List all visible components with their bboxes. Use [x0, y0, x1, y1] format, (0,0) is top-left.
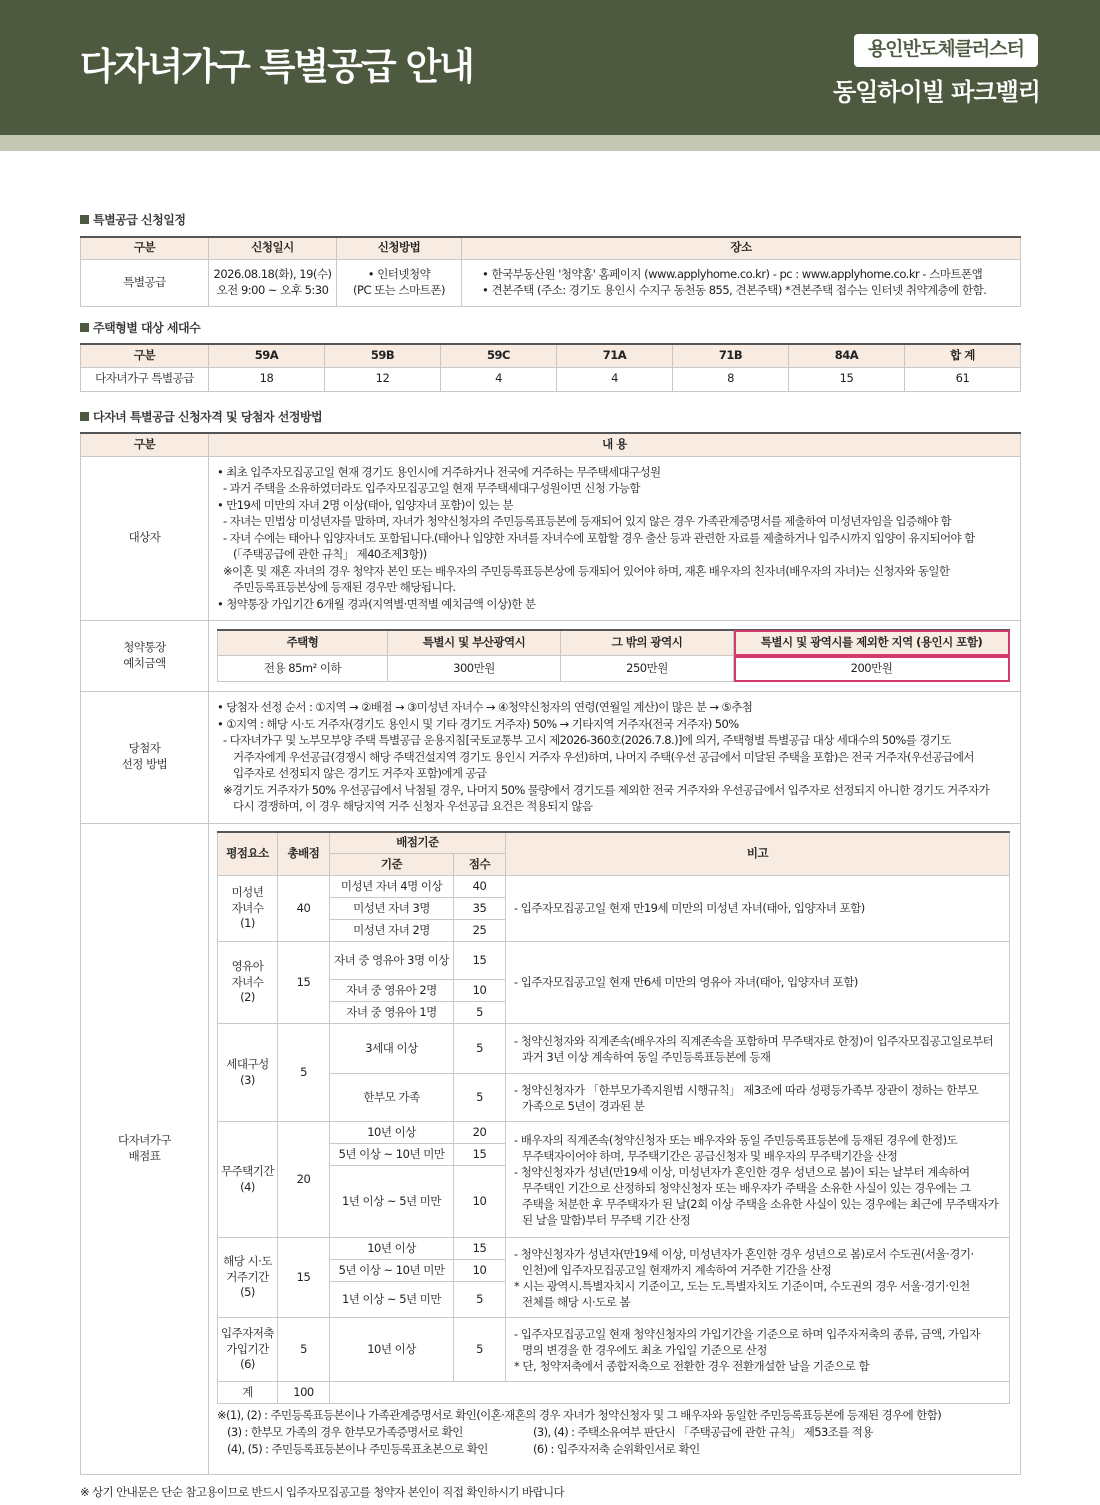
score-criteria: 미성년 자녀 2명 [330, 920, 454, 942]
deposit-label: 청약통장 예치금액 [81, 620, 209, 691]
table-cell: 4 [441, 367, 557, 391]
table-header: 71A [557, 344, 673, 367]
highlight-header: 특별시 및 광역시를 제외한 지역 (용인시 포함) [734, 630, 1010, 656]
brand-badge: 용인반도체클러스터 [854, 34, 1038, 67]
selection-label: 당첨자 선정 방법 [81, 691, 209, 823]
score-points: 15 [454, 1144, 506, 1166]
score-total: 5 [278, 1318, 330, 1382]
brand-name: 동일하이빌 파크밸리 [832, 78, 1040, 106]
target-label: 대상자 [81, 456, 209, 620]
eligibility-section-title: 다자녀 특별공급 신청자격 및 당첨자 선정방법 [80, 409, 322, 425]
target-content: • 최초 입주자모집공고일 현재 경기도 용인시에 거주하거나 전국에 거주하는 무주택세대구성원 - 과거 주택을 소유하였더라도 입주자모집공고일 현재 무주택세대구성원이면 신청 가능함 • 만19세 미만의 자녀 2명 이상(태아, 입양자녀 포함)이 있는 분 - 자녀는 민법상 미성년자를 말하며, 자녀가 청약신청자의 주민등록표등본에 등재되어 있지 않은 경우 가족관계증명서를 제출하여 미성년자임을 입증해야 함 - 자녀 수에는 태아나 입양자녀도 포함됩니다.(태아나 입양한 자녀를 자녀수에 포함할 경우 출산 등과 관련한 자료를 제출하거나 입주시까지 입양이 유지되어야 함 (「주택공급에 관한 규칙」 제40조제3항)) ※이혼 및 재혼 자녀의 경우 청약자 본인 또는 배우자의 주민등록표등본상에 등재되어 있어야 하며, 재혼 배우자의 친자녀(배우자의 자녀)는 신청자와 동일한 주민등록표등본상에 등재된 경우만 해당됩니다. • 청약통장 가입기간 6개월 경과(지역별·면적별 예치금액 이상)한 분 [209, 456, 1021, 620]
table-header: 주택형 [218, 630, 388, 656]
score-note: - 입주자모집공고일 현재 청약신청자의 가입기간을 기준으로 하며 입주자저축의 종류, 금액, 가입자 명의 변경을 한 경우에도 최초 가입일 기준으로 산정 * 단, 청약저축에서 종합저축으로 전환한 경우 전환개설한 날을 기준으로 함 [506, 1318, 1010, 1382]
table-header: 구분 [81, 433, 209, 456]
table-cell: 8 [673, 367, 789, 391]
schedule-date: 2026.08.18(화), 19(수) 오전 9:00 ~ 오후 5:30 [209, 259, 337, 306]
table-header: 비고 [506, 832, 1010, 876]
score-points: 10 [454, 1260, 506, 1282]
score-points: 5 [454, 1024, 506, 1074]
header-stripe [0, 135, 1100, 151]
schedule-section-title: 특별공급 신청일정 [80, 212, 185, 228]
score-points: 25 [454, 920, 506, 942]
score-table [217, 831, 1010, 1405]
table-cell: 300만원 [388, 656, 561, 682]
table-header: 신청방법 [337, 237, 462, 259]
schedule-method: • 인터넷청약 (PC 또는 스마트폰) [337, 259, 462, 306]
score-points: 15 [454, 1238, 506, 1260]
table-header: 배점기준 [330, 832, 506, 854]
score-criteria: 자녀 중 영유아 1명 [330, 1002, 454, 1024]
score-total: 15 [278, 1238, 330, 1318]
highlight-cell: 200만원 [734, 656, 1010, 682]
table-header: 59C [441, 344, 557, 367]
footer-note: ※ 상기 안내문은 단순 참고용이므로 반드시 입주자모집공고를 청약자 본인이 직접 확인하시기 바랍니다 [80, 1485, 565, 1499]
score-total: 5 [278, 1024, 330, 1122]
score-sum-total: 100 [278, 1382, 330, 1404]
table-header: 71B [673, 344, 789, 367]
square-bullet-icon [80, 323, 89, 332]
score-note: - 입주자모집공고일 현재 만19세 미만의 미성년 자녀(태아, 입양자녀 포함) [506, 876, 1010, 942]
score-points: 20 [454, 1122, 506, 1144]
score-points: 40 [454, 876, 506, 898]
table-cell: 61 [905, 367, 1021, 391]
score-element: 무주택기간 (4) [218, 1122, 278, 1238]
score-total: 40 [278, 876, 330, 942]
score-points: 5 [454, 1282, 506, 1318]
score-note: - 배우자의 직계존속(청약신청자 또는 배우자와 동일 주민등록표등본에 등재된 경우에 한정)도 무주택자이어야 하며, 무주택기간은 공급신청자 및 배우자의 무주택기간을 산정 - 청약신청자가 성년(만19세 이상, 미성년자가 혼인한 경우 성년으로 봄)이 되는 날부터 계속하여 무주택인 기간으로 산정하되 청약신청자 또는 배우자가 주택을 소유한 사실이 있는 경우에는 그 주택을 처분한 후 무주택자가 된 날(2회 이상 주택을 소유한 사실이 있는 경우에는 최근에 무주택자가 된 날을 말함)부터 무주택 기간 산정 [506, 1122, 1010, 1238]
table-cell: 18 [209, 367, 325, 391]
score-criteria: 10년 이상 [330, 1122, 454, 1144]
score-points: 10 [454, 980, 506, 1002]
table-cell: 다자녀가구 특별공급 [81, 367, 209, 391]
score-label: 다자녀가구 배점표 [81, 823, 209, 1474]
table-header: 총배점 [278, 832, 330, 876]
score-footnotes: ※(1), (2) : 주민등록표등본이나 가족관계증명서로 확인(이혼·재혼의 경우 자녀가 청약신청자 및 그 배우자와 동일한 주민등록표등본에 등재된 경우에 한함) (3) : 한부모 가족의 경우 한부모가족증명서로 확인 (3), (4) : 주택소유여부 판단시 「주택공급에 관한 규칙」 제53조를 적용 (4), (5) : 주민등록표등본이나 주민등록표초본으로 확인 (6) : 입주자저축 순위확인서로 확인 [217, 1408, 942, 1456]
score-criteria: 자녀 중 영유아 2명 [330, 980, 454, 1002]
table-cell: 15 [789, 367, 905, 391]
table-header: 내 용 [209, 433, 1021, 456]
selection-content: • 당첨자 선정 순서 : ①지역 → ②배점 → ③미성년 자녀수 → ④청약신청자의 연령(연월일 계산)이 많은 분 → ⑤추첨 • ①지역 : 해당 시·도 거주자(경기도 용인시 및 기타 경기도 거주자) 50% → 기타지역 거주자(전국 거주자) 50% - 다자녀가구 및 노부모부양 주택 특별공급 운용지침[국토교통부 고시 제2026-360호(2026.7.8.)]에 의거, 주택형별 특별공급 대상 세대수의 50%를 경기도 거주자에게 우선공급(경쟁시 해당 주택건설지역 경기도 용인시 거주자 우선)하며, 나머지 주택(우선 공급에서 미달된 주택을 포함)은 전국 거주자(우선공급에서 입주자로 선정되지 않은 경기도 거주자 포함)에게 공급 ※경기도 거주자가 50% 우선공급에서 낙첨될 경우, 나머지 50% 물량에서 경기도를 제외한 전국 거주자와 우선공급에서 입주자로 선정되지 아니한 경기도 거주자가 다시 경쟁하며, 이 경우 해당지역 거주 신청자 우선공급 요건은 적용되지 않음 [209, 691, 1021, 823]
table-header: 신청일시 [209, 237, 337, 259]
table-header: 59A [209, 344, 325, 367]
score-criteria: 자녀 중 영유아 3명 이상 [330, 942, 454, 980]
table-header: 점수 [454, 854, 506, 876]
score-points: 15 [454, 942, 506, 980]
score-criteria: 5년 이상 ~ 10년 미만 [330, 1260, 454, 1282]
score-criteria: 1년 이상 ~ 5년 미만 [330, 1166, 454, 1238]
score-points: 5 [454, 1074, 506, 1122]
schedule-type: 특별공급 [81, 259, 209, 306]
table-header: 59B [325, 344, 441, 367]
units-section-title: 주택형별 대상 세대수 [80, 320, 200, 336]
score-criteria: 미성년 자녀 3명 [330, 898, 454, 920]
eligibility-table [80, 432, 1021, 1475]
score-total: 15 [278, 942, 330, 1024]
score-sum-label: 계 [218, 1382, 278, 1404]
score-sum-empty [330, 1382, 1010, 1404]
deposit-content [209, 620, 1021, 691]
table-header: 구분 [81, 237, 209, 259]
table-cell: 12 [325, 367, 441, 391]
table-cell: 전용 85m² 이하 [218, 656, 388, 682]
score-note: - 청약신청자와 직계존속(배우자의 직계존속을 포함하며 무주택자로 한정)이 입주자모집공고일로부터 과거 3년 이상 계속하여 동일 주민등록표등본에 등재 [506, 1024, 1010, 1074]
score-total: 20 [278, 1122, 330, 1238]
table-header: 특별시 및 부산광역시 [388, 630, 561, 656]
score-note: - 청약신청자가 「한부모가족지원법 시행규칙」 제3조에 따라 성평등가족부 장관이 정하는 한부모 가족으로 5년이 경과된 분 [506, 1074, 1010, 1122]
score-points: 35 [454, 898, 506, 920]
schedule-place: • 한국부동산원 '청약홈' 홈페이지 (www.applyhome.co.kr) - pc : www.applyhome.co.kr - 스마트폰앱 • 견본주택 (주소: 경기도 용인시 수지구 동천동 855, 견본주택) *견본주택 접수는 인터넷 취약계층에 한함. [462, 259, 1021, 306]
page-title: 다자녀가구 특별공급 안내 [80, 45, 473, 88]
deposit-table [217, 629, 1010, 683]
units-table [80, 343, 1021, 392]
score-element: 세대구성 (3) [218, 1024, 278, 1122]
score-points: 5 [454, 1318, 506, 1382]
score-note: - 입주자모집공고일 현재 만6세 미만의 영유아 자녀(태아, 입양자녀 포함) [506, 942, 1010, 1024]
score-criteria: 한부모 가족 [330, 1074, 454, 1122]
score-element: 미성년 자녀수 (1) [218, 876, 278, 942]
table-cell: 4 [557, 367, 673, 391]
score-points: 10 [454, 1166, 506, 1238]
table-header: 합 계 [905, 344, 1021, 367]
score-element: 영유아 자녀수 (2) [218, 942, 278, 1024]
square-bullet-icon [80, 412, 89, 421]
score-criteria: 10년 이상 [330, 1318, 454, 1382]
score-criteria: 1년 이상 ~ 5년 미만 [330, 1282, 454, 1318]
schedule-table [80, 236, 1021, 307]
score-note: - 청약신청자가 성년자(만19세 이상, 미성년자가 혼인한 경우 성년으로 봄)로서 수도권(서울·경기· 인천)에 입주자모집공고일 현재까지 계속하여 거주한 기간을 산정 * 시는 광역시.특별자치시 기준이고, 도는 도.특별자치도 기준이며, 수도권의 경우 서울·경기·인천 전체를 해당 시·도로 봄 [506, 1238, 1010, 1318]
score-criteria: 3세대 이상 [330, 1024, 454, 1074]
score-element: 해당 시·도 거주기간 (5) [218, 1238, 278, 1318]
table-header: 장소 [462, 237, 1021, 259]
table-header: 기준 [330, 854, 454, 876]
square-bullet-icon [80, 215, 89, 224]
table-header: 그 밖의 광역시 [561, 630, 734, 656]
score-criteria: 미성년 자녀 4명 이상 [330, 876, 454, 898]
score-criteria: 10년 이상 [330, 1238, 454, 1260]
score-content [209, 823, 1021, 1474]
score-element: 입주자저축 가입기간 (6) [218, 1318, 278, 1382]
score-points: 5 [454, 1002, 506, 1024]
table-header: 평점요소 [218, 832, 278, 876]
table-cell: 250만원 [561, 656, 734, 682]
table-header: 구분 [81, 344, 209, 367]
score-criteria: 5년 이상 ~ 10년 미만 [330, 1144, 454, 1166]
table-header: 84A [789, 344, 905, 367]
